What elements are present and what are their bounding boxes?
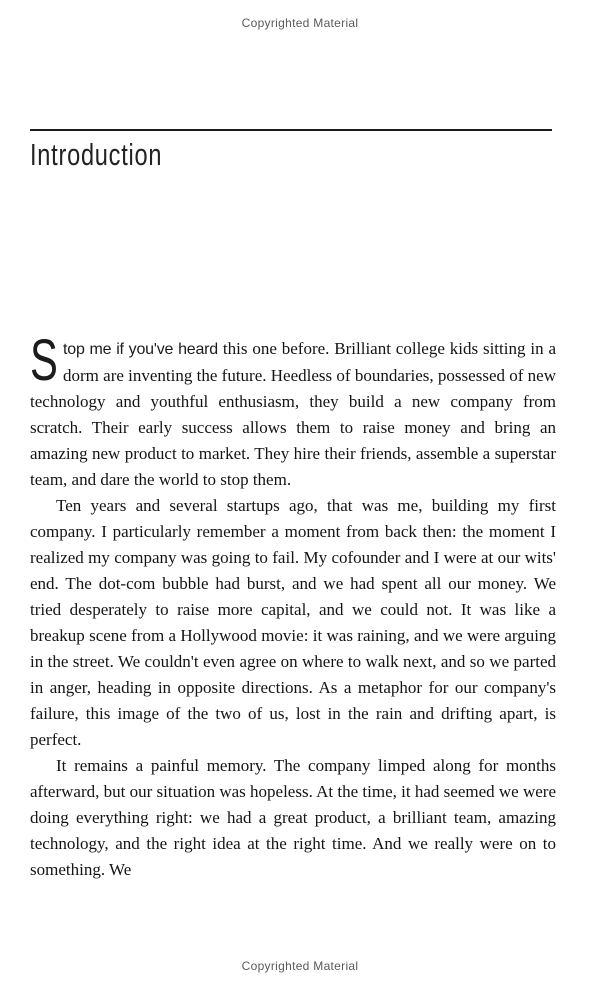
copyright-notice-bottom: Copyrighted Material: [241, 959, 359, 973]
paragraph-third: It remains a painful memory. The company limped along for months afterward, but our situation was hopeless. At the time, it had seemed we were doing everything right: we had a great product, a brilliant team, amazing technology, and the right idea at the right time. And we really were on to something. We: [30, 756, 556, 879]
chapter-rule: [30, 129, 552, 131]
chapter-title: Introduction: [30, 137, 163, 172]
dropcap: S: [30, 328, 58, 393]
copyright-notice-top: Copyrighted Material: [241, 16, 359, 30]
body-text: [30, 328, 556, 883]
paragraph-opening: [30, 328, 556, 493]
paragraph-second: Ten years and several startups ago, that was me, building my first company. I particularly remember a moment from back then: the moment I realized my company was going to fail. My cofounder and I were at our wits' end. The dot-com bubble had burst, and we had spent all our money. We tried desperately to raise more capital, and we could not. It was like a breakup scene from a Hollywood movie: it was raining, and we were arguing in the street. We couldn't even agree on where to walk next, and so we parted in anger, heading in opposite directions. As a metaphor for our company's failure, this image of the two of us, lost in the rain and drifting apart, is perfect.: [30, 496, 556, 749]
lead-in-phrase: top me if you've heard: [63, 341, 219, 358]
chapter-header: [30, 129, 552, 173]
paragraph-opening-text: this one before. Brilliant college kids sitting in a dorm are inventing the future. Heedless of boundaries, possessed of new technology and youthful enthusiasm, they build a new company from scratch. Their early success allows them to raise money and bring an amazing new product to market. They hire their friends, assemble a superstar team, and dare the world to stop them.: [30, 339, 556, 489]
